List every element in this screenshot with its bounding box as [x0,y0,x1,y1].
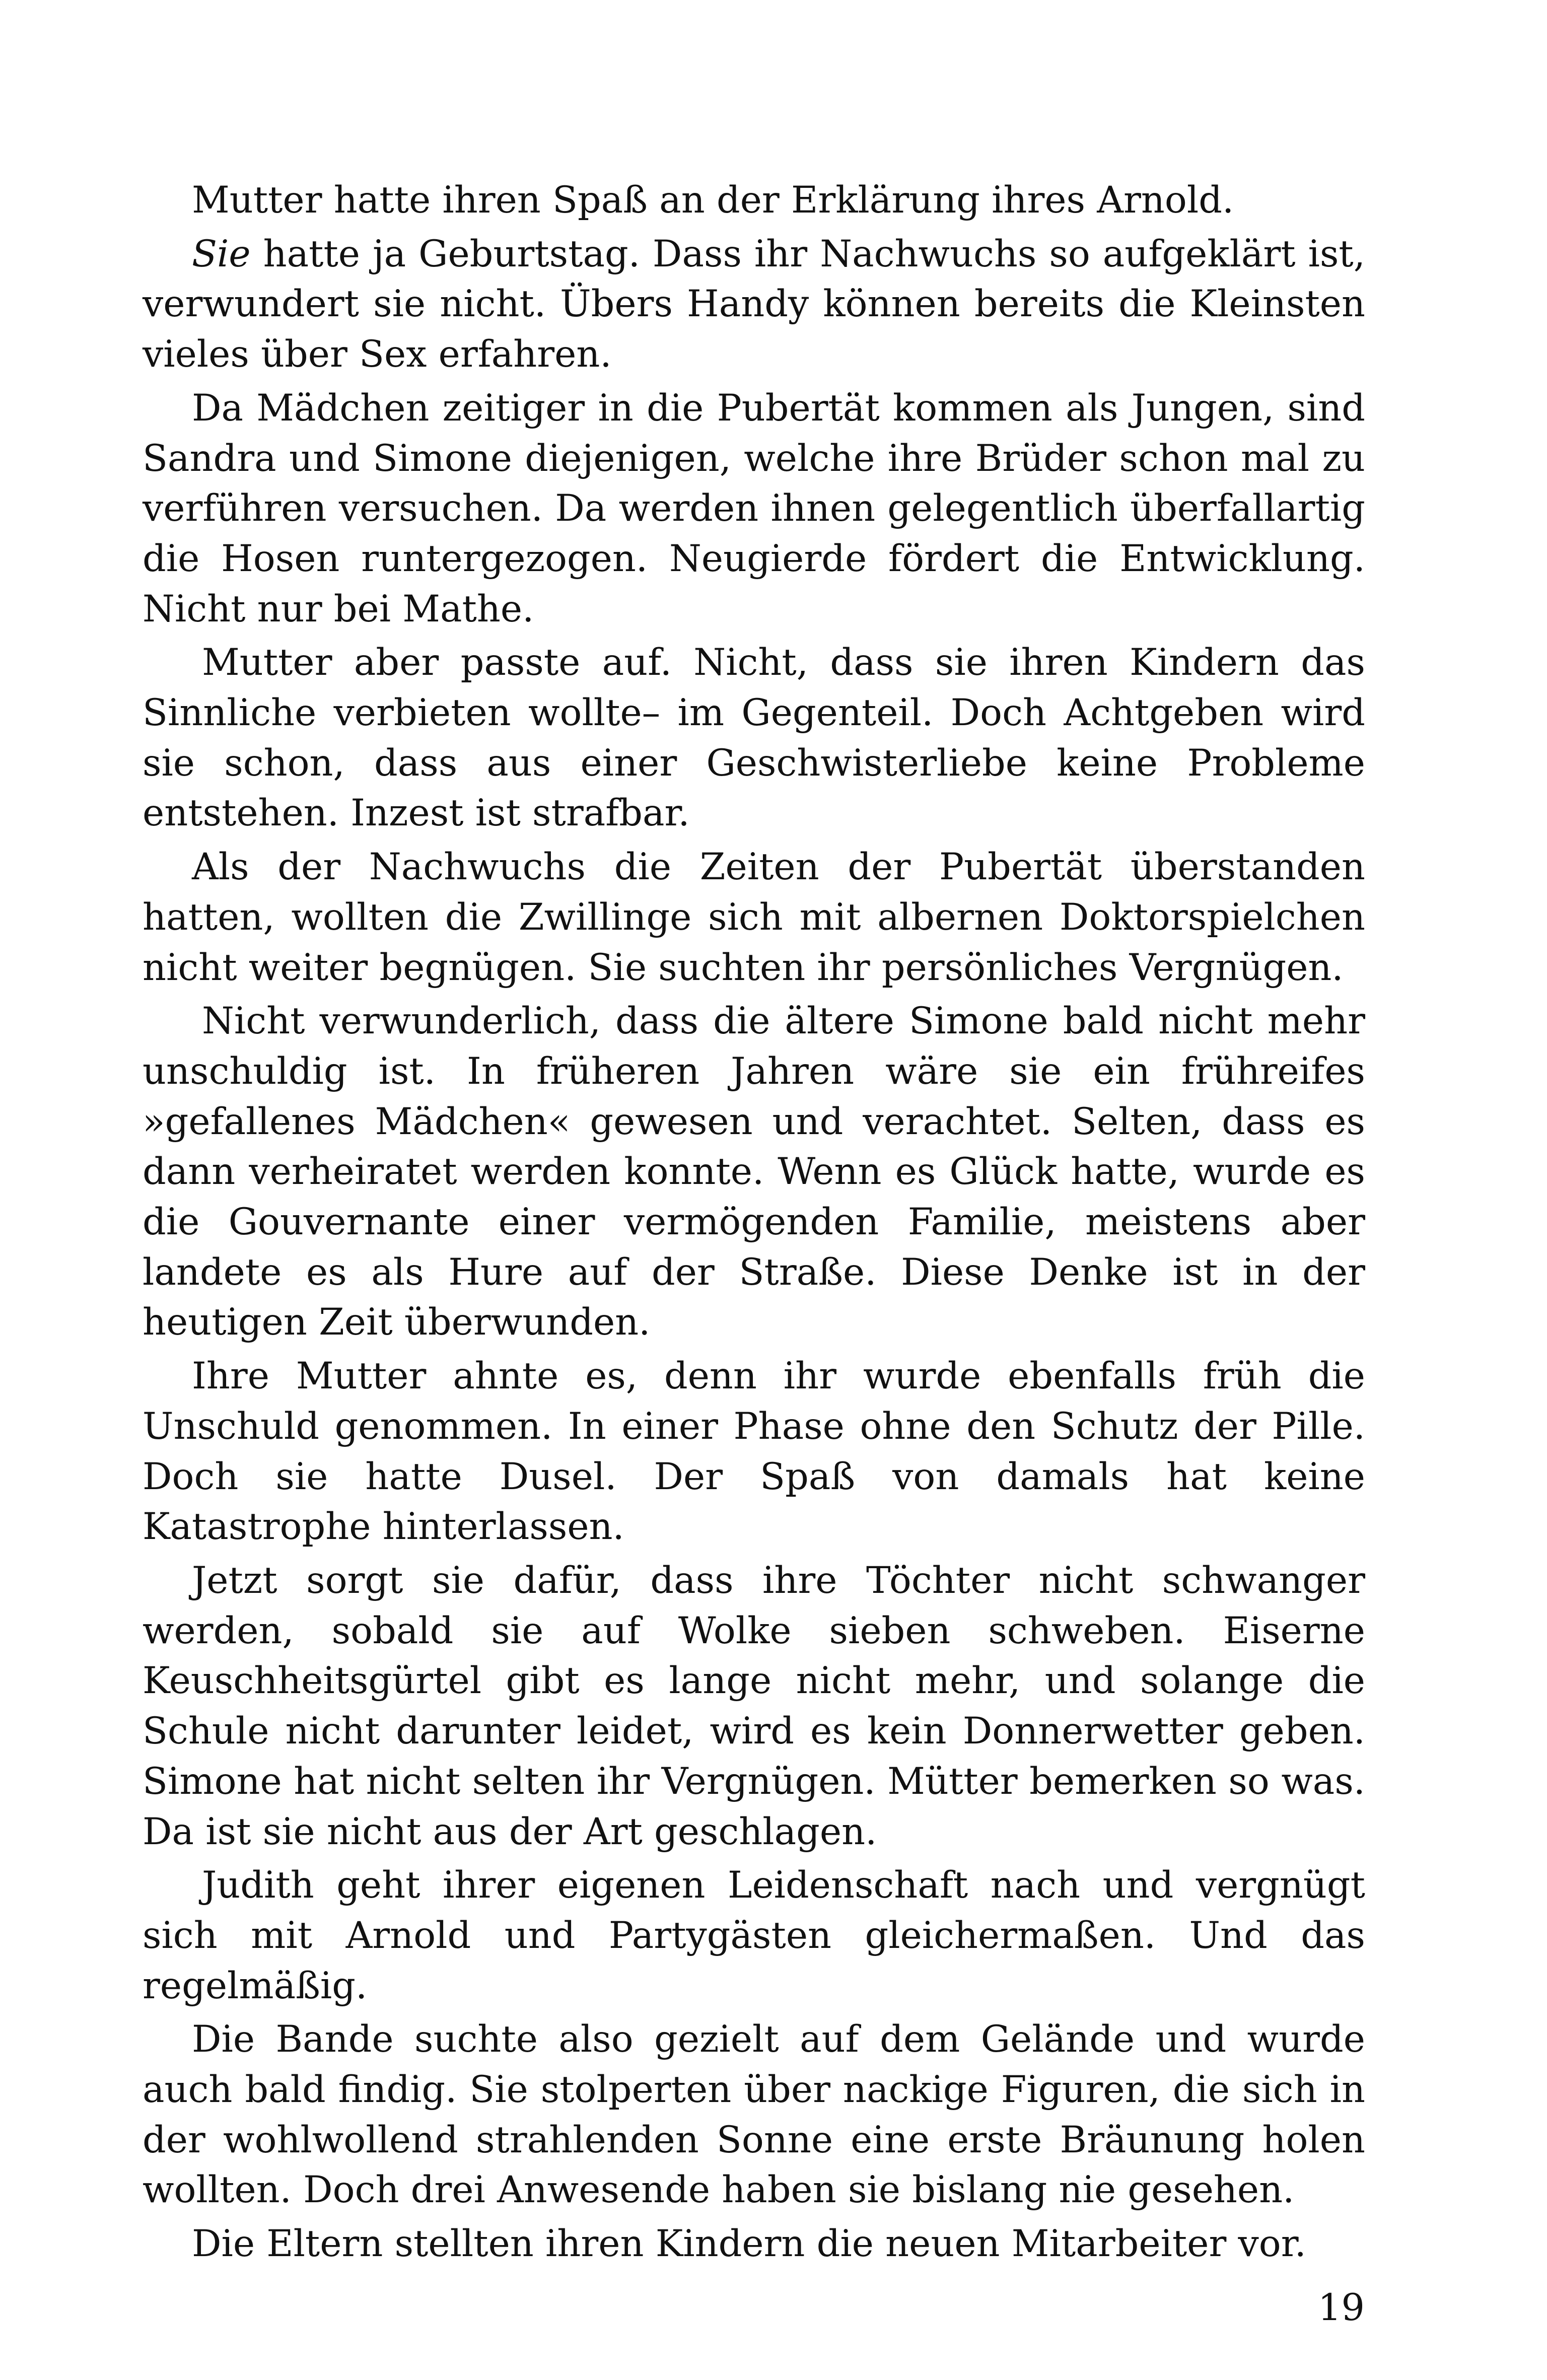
paragraph-3: Da Mädchen zeitiger in die Pubertät kommen als Jungen, sind Sandra und Simone diejenigen, welche ihre Brüder schon mal zu verführen versuchen. Da werden ihnen gelegentlich überfallartig die Hosen runtergezogen. Neugierde fördert die Entwicklung. Nicht nur bei Mathe. [143,386,1365,631]
paragraph-5: Als der Nachwuchs die Zeiten der Pubertät überstanden hatten, wollten die Zwillinge sich mit albernen Doktorspielchen nicht weiter begnügen. Sie suchten ihr persönliches Vergnügen. [143,846,1365,989]
paragraph-1: Mutter hatte ihren Spaß an der Erklärung ihres Arnold. [192,179,1234,222]
book-page-text [143,175,1365,2269]
paragraph-10: Die Bande suchte also gezielt auf dem Gelände und wurde auch bald findig. Sie stolperten über nackige Figuren, die sich in der wohlwollend strahlenden Sonne eine erste Bräunung holen wollten. Doch drei Anwesende haben sie bislang nie gesehen. [143,2018,1365,2212]
emphasized-word: Sie [192,232,251,275]
paragraph-6: Nicht verwunderlich, dass die ältere Simone bald nicht mehr unschuldig ist. In früheren Jahren wäre sie ein frühreifes »gefallenes Mädchen« gewesen und verachtet. Selten, dass es dann verheiratet werden konnte. Wenn es Glück hatte, wurde es die Gouvernante einer vermögenden Familie, meistens aber landete es als Hure auf der Straße. Diese Denke ist in der heutigen Zeit überwunden. [143,1000,1365,1344]
page-number: 19 [1318,2286,1365,2329]
paragraph-2 [143,229,1365,380]
paragraph-9: Judith geht ihrer eigenen Leidenschaft nach und vergnügt sich mit Arnold und Partygästen gleichermaßen. Und das regelmäßig. [143,1864,1365,2007]
paragraph-7: Ihre Mutter ahnte es, denn ihr wurde ebenfalls früh die Unschuld genommen. In einer Phase ohne den Schutz der Pille. Doch sie hatte Dusel. Der Spaß von damals hat keine Katastrophe hinterlassen. [143,1355,1365,1549]
paragraph-8: Jetzt sorgt sie dafür, dass ihre Töchter nicht schwanger werden, sobald sie auf Wolke sieben schweben. Eiserne Keuschheitsgürtel gibt es lange nicht mehr, und solange die Schule nicht darunter leidet, wird es kein Donnerwetter geben. Simone hat nicht selten ihr Vergnügen. Mütter bemerken so was. Da ist sie nicht aus der Art geschlagen. [143,1559,1365,1853]
paragraph-4: Mutter aber passte auf. Nicht, dass sie ihren Kindern das Sinnliche verbieten wollte– im Gegenteil. Doch Achtgeben wird sie schon, dass aus einer Geschwisterliebe keine Probleme entstehen. Inzest ist strafbar. [143,641,1365,835]
paragraph-11: Die Eltern stellten ihren Kindern die neuen Mitarbeiter vor. [192,2222,1306,2266]
paragraph-2-text: hatte ja Geburtstag. Dass ihr Nachwuchs so aufgeklärt ist, verwundert sie nicht. Übers Handy können bereits die Kleinsten vieles über Sex erfahren. [143,232,1365,376]
